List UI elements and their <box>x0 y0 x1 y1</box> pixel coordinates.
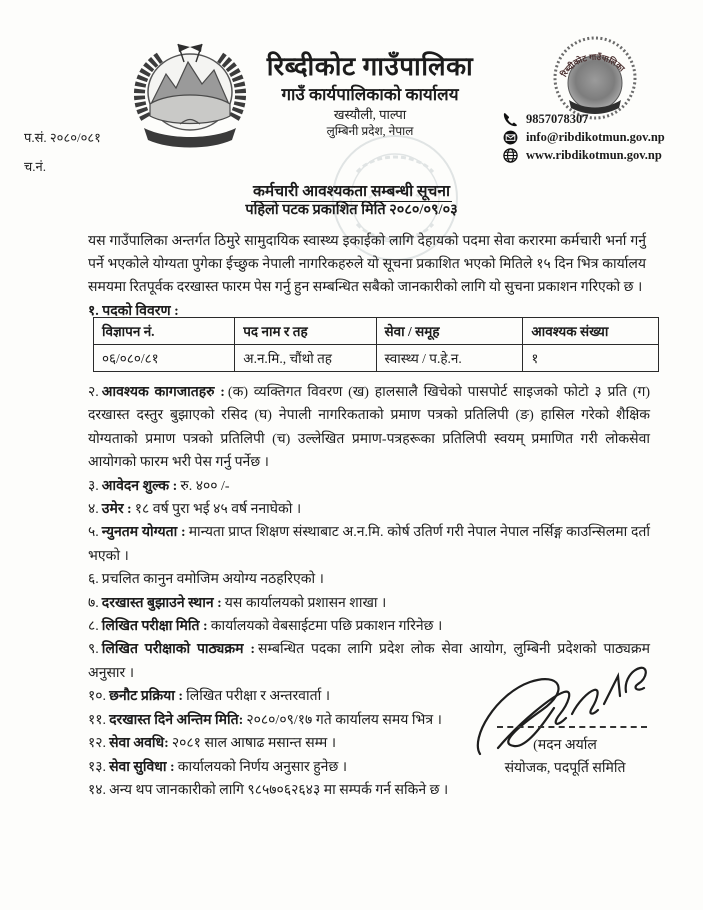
table-row <box>94 345 659 372</box>
round-stamp-icon <box>551 36 639 120</box>
office-name: गाउँ कार्यपालिकाको कार्यालय <box>281 84 459 104</box>
item-exam-syllabus: ९. लिखित परीक्षाको पाठ्यक्रम : सम्बन्धित पदका लागि प्रदेश लोक सेवा आयोग, लुम्बिनी प्रदेशको पाठ्यक्रम अनुसार । <box>88 642 650 681</box>
phone-row <box>503 112 665 127</box>
published-date-line: पहिलो पटक प्रकाशित मिति २०८०/०९/०३ <box>245 202 458 218</box>
item-submission-place: ७. दरखास्त बुझाउने स्थान : यस कार्यालयको प्रशासन शाखा । <box>88 595 387 611</box>
address-line2: लुम्बिनी प्रदेश, नेपाल <box>326 124 414 139</box>
email-icon <box>503 130 518 145</box>
signatory-title: संयोजक, पदपूर्ति समिति <box>504 761 626 776</box>
phone-icon <box>503 112 518 127</box>
signatory-name: (मदन अर्याल <box>533 738 597 753</box>
intro-paragraph: यस गाउँपालिका अन्तर्गत ठिमुरे सामुदायिक स्वास्थ्य इकाईको लागि देहायको पदमा सेवा करारमा कर्मचारी भर्ना गर्नु पर्ने भएकोले योग्यता पुगेका ईच्छुक नेपाली नागरिकहरुले यो सूचना प्रकाशित भएको मितिले १५ दिन भित्र कार्यालय समयमा रितपूर्वक दरखास्त फारम पेस गर्नु हुन सम्बन्धित सबैको जानकारीको लागि यो सुचना प्रकाशन गरिएको छ । <box>88 234 646 295</box>
item-label: पदको विवरण : <box>102 304 179 319</box>
item-not-disqualified: ६. प्रचलित कानुन वमोजिम अयोग्य नठहरिएको । <box>88 572 324 588</box>
email-row <box>503 130 665 145</box>
website-url: www.ribdikotmun.gov.np <box>526 148 662 162</box>
stamp-arc-text: रिब्दीकोट गाउँपालिका <box>558 51 627 79</box>
item-minimum-qualification: ५. न्युनतम योग्यता : मान्यता प्राप्त शिक्षण संस्थाबाट अ.न.मि. कोर्ष उतिर्ण गरी नेपाल नेपाल नर्सिङ्ग काउन्सिलमा दर्ता भएको । <box>88 525 650 564</box>
item-number: १. <box>88 304 99 319</box>
col-post-level: पद नाम र तह <box>235 318 376 345</box>
item-exam-date: ८. लिखित परीक्षा मिति : कार्यालयको वेबसाईटमा पछि प्रकाशन गरिनेछ । <box>88 619 443 635</box>
cell-service-group: स्वास्थ्य / प.हे.न. <box>376 345 523 372</box>
contact-block <box>503 112 665 166</box>
item-application-fee: ३. आवेदन शुल्क : रु. ४०० /- <box>88 478 230 494</box>
col-advert-no: विज्ञापन नं. <box>94 318 235 345</box>
item-more-information: १४. अन्य थप जानकारीको लागि ९८५७०६२६४३ मा सम्पर्क गर्न सकिने छ । <box>88 782 449 798</box>
item-required-documents: २. आवश्यक कागजातहरु : (क) व्यक्तिगत विवरण (ख) हालसालै खिचेको पासपोर्ट साइजको फोटो ३ प्रति (ग) दरखास्त दस्तुर बुझाएको रसिद (घ) नेपाली नागरिकताको प्रमाण पत्रको प्रतिलिपी (ङ) हासिल गरेको शैक्षिक योग्यताको प्रमाण पत्रको प्रतिलिपी (च) उल्लेखित प्रमाण-पत्रहरूका प्रतिलिपी स्वयम् प्रमाणित गरी लोकसेवा आयोगको फारम भरी पेस गर्नु पर्नेछ । <box>88 385 650 471</box>
col-service-group: सेवा / समूह <box>376 318 523 345</box>
vacancy-table <box>93 317 659 372</box>
ref-number: प.सं. २०८०/०८१ <box>24 130 101 145</box>
item-application-deadline: ११. दरखास्त दिने अन्तिम मिति: २०८०/०९/१७ गते कार्यालय समय भित्र । <box>88 712 442 728</box>
item-service-benefits: १३. सेवा सुविधा : कार्यालयको निर्णय अनुसार हुनेछ । <box>88 759 348 775</box>
dispatch-number: च.नं. <box>24 158 46 174</box>
item-selection-process: १०. छनौट प्रक्रिया : लिखित परीक्षा र अन्तरवार्ता । <box>88 689 330 705</box>
notice-title: कर्मचारी आवश्यकता सम्बन्धी सूचना <box>253 183 450 200</box>
item-age: ४. उमेर : १८ वर्ष पुरा भई ४५ वर्ष ननाघेको । <box>88 502 302 518</box>
reference-block <box>24 130 101 174</box>
email-address: info@ribdikotmun.gov.np <box>526 130 665 144</box>
col-required-count: आवश्यक संख्या <box>523 318 659 345</box>
phone-number: 9857078307 <box>526 112 589 126</box>
cell-post-level: अ.न.मि., चौंथो तह <box>235 345 376 372</box>
globe-icon <box>503 148 518 163</box>
municipality-name: रिब्दीकोट गाउँपालिका <box>266 52 474 81</box>
cell-required-count: १ <box>523 345 659 372</box>
cell-advert-no: ०६/०८०/८१ <box>94 345 235 372</box>
table-header-row <box>94 318 659 345</box>
website-row <box>503 148 665 163</box>
item-service-period: १२. सेवा अवधि: २०८१ साल आषाढ मसान्त सम्म । <box>88 736 337 752</box>
address-line1: खस्यौली, पाल्पा <box>333 107 407 123</box>
signature-line <box>497 726 647 728</box>
letterhead <box>230 52 510 139</box>
